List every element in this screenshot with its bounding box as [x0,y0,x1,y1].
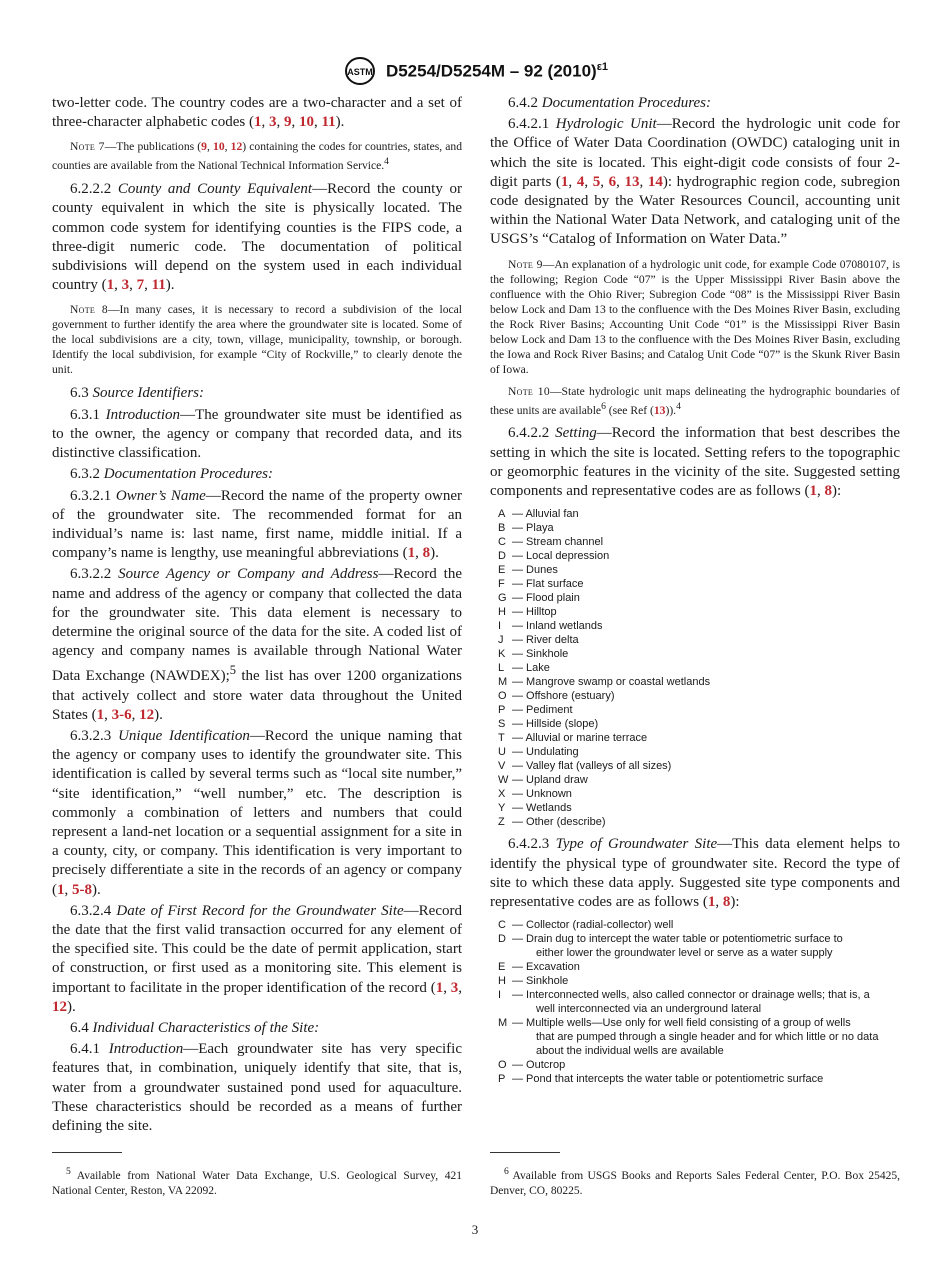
footnote-mark: 5 [66,1166,71,1177]
section-6-4-2-1 [490,115,900,249]
reference-link[interactable]: 1 [57,881,65,898]
code-description-line: — Excavation [512,961,580,974]
footnote-5 [52,1164,462,1199]
code-description: — Wetlands [512,802,572,815]
code-description-continuation: either lower the groundwater level or serve as a water supply [536,947,833,960]
code-list-item [498,703,900,717]
code-description [512,960,900,974]
code-list-item [498,675,900,689]
text-run: , [584,173,593,190]
code-description [512,1016,900,1058]
text-run: , [144,277,152,294]
code-letter: T [498,732,505,745]
code-list-item [498,801,900,815]
reference-link[interactable]: 9 [201,140,207,154]
code-list-item [498,619,900,633]
text-run: , [104,706,112,723]
text-run: —An explanation of a hydrologic unit code, for example Code 07080107, is the following; Region Code “07” is the Upper Mississippi River Basin above the confluence with the Ohio River; Subregion Code “08” is the Mississippi River Basin below Lock and Dam 13 to the confluence with the Des Moines River Basin, excluding the Rock River Basins; Accounting Unit Code “01” is the Mississippi River Basin below Lock and Dam 13 to the confluence with the Des Moines River Basin, excluding the Iowa and Rock River Basins; and Catalog Unit Code “07” is the Skunk River Basin of Iowa. [490,257,900,376]
code-list-item [498,731,900,745]
code-list-item [498,918,900,932]
text-run: , [313,114,322,131]
paragraph [52,94,462,132]
code-list-item [498,535,900,549]
section-title: Source Agency or Company and Address [118,566,379,583]
code-description [512,932,900,960]
code-letter: E [498,961,506,974]
code-description-continuation: that are pumped through a single header and for which little or no data about the individual wells are available [536,1031,879,1058]
reference-link[interactable]: 10 [298,114,314,131]
code-description: — Unknown [512,788,572,801]
reference-link[interactable]: 1 [96,706,105,723]
code-list-item [498,1072,900,1086]
text-run: , [639,173,648,190]
code-letter: H [498,606,506,619]
code-description: — Alluvial fan [512,508,579,521]
code-list-item [498,759,900,773]
code-list-item [498,591,900,605]
section-number: 6.4.1 [70,1041,109,1058]
section-6-4-1 [52,1040,462,1136]
code-letter: L [498,662,505,675]
code-description-line: — Outcrop [512,1059,566,1072]
footnote-mark: 6 [504,1166,509,1177]
reference-link[interactable]: 13 [624,173,640,190]
text-run: , [129,277,137,294]
section-title: County and County Equivalent [117,181,313,198]
code-description: — Alluvial or marine terrace [512,732,648,745]
reference-link[interactable]: 11 [151,277,166,294]
code-description-line: — Interconnected wells, also called connector or drainage wells; that is, a [512,989,870,1002]
text-run: , [715,893,723,910]
code-description [512,1072,900,1086]
text-run: , [276,114,284,131]
section-number: 6.2.2.2 [70,181,118,198]
code-list-item [498,1016,900,1058]
footnote-rule-right [490,1152,560,1153]
section-6-3-2-heading [52,465,462,484]
code-description: — Playa [512,522,554,535]
section-number: 6.3.2.4 [70,902,117,919]
text-run: —The publications ( [104,140,202,154]
section-title: Documentation Procedures: [103,466,274,483]
section-6-4-2-3 [490,835,900,912]
reference-link[interactable]: 10 [213,140,225,154]
section-title: Type of Groundwater Site [555,836,718,853]
footnote-6 [490,1164,900,1199]
text-run: , [600,173,609,190]
code-list-item [498,787,900,801]
code-letter: X [498,788,506,801]
text-run: —Record the unique naming that the agency or company uses to identify the groundwater site. This identification is called by several terms such as “local site number,” “site identification,” “well number,” etc. The description is commonly a combination of letters and numbers that could represent a land-net location or a sequential assignment for a site in a county, city, or company. This identification is very important to precisely differentiate a site in the records of an agency or company ( [52,727,463,898]
text-run: , [114,277,122,294]
reference-link[interactable]: 7 [136,277,145,294]
section-title: Introduction [105,406,181,423]
section-6-4-heading [52,1019,462,1038]
section-title: Date of First Record for the Groundwater Site [116,902,404,919]
code-letter: I [498,989,502,1002]
reference-link[interactable]: 1 [809,483,817,500]
section-number: 6.3.2 [70,466,104,483]
note-label: Note 8 [70,303,108,317]
right-column [490,94,900,1092]
text-run: —The groundwater site must be identified as to the owner, the agency or company that recorded data, and its distinctive classification. [52,406,463,462]
left-column [52,94,462,1138]
astm-logo-icon [342,56,378,86]
text-run: , [64,881,72,898]
section-6-3-2-3 [52,727,462,900]
text-run: two-letter code. The country codes are a two-character and a set of three-character alphabetic codes ( [52,95,462,131]
code-list-item [498,773,900,787]
code-description: — Sinkhole [512,648,569,661]
note-8 [52,302,462,377]
section-title: Individual Characteristics of the Site: [92,1019,320,1036]
text-run: , [616,173,625,190]
section-number: 6.3.2.2 [70,566,119,583]
page-number: 3 [471,1222,479,1237]
reference-link[interactable]: 8 [824,483,832,500]
code-list-item [498,689,900,703]
text-run: , [458,979,462,996]
text-run: , [443,979,451,996]
reference-link[interactable]: 11 [321,114,336,131]
note-label: Note 9 [508,257,543,271]
text-run: ). [67,998,76,1015]
code-letter: Z [498,816,505,829]
footnote-text: Available from National Water Data Exchange, U.S. Geological Survey, 421 National Center, Reston, VA 22092. [52,1169,462,1197]
code-list-item [498,932,900,960]
text-run: —Record the information that best describes the setting in which the site is located. Setting refers to the topographic or geomorphic features in the vicinity of the site. Suggested setting components and representative codes are as follows ( [490,425,901,500]
code-description: — Lake [512,662,550,675]
text-run: , [415,545,423,562]
code-letter: P [498,704,506,717]
text-run: ) containing the codes for countries, states, and counties are available from the National Technical Information Service. [52,140,463,173]
footnote-text: Available from USGS Books and Reports Sales Federal Center, P.O. Box 25425, Denver, CO, 80225. [490,1169,900,1197]
reference-link[interactable]: 1 [435,979,444,996]
reference-link[interactable]: 3 [268,114,277,131]
section-title: Documentation Procedures: [541,95,712,111]
code-description-line: — Sinkhole [512,975,569,988]
code-letter: I [498,620,502,633]
text-run: —State hydrologic unit maps delineating the hydrographic boundaries of these units are available [490,384,900,417]
code-list-item [498,988,900,1016]
reference-link[interactable]: 5-8 [72,881,92,898]
code-list-item [498,815,900,829]
text-run: ). [154,706,163,723]
code-letter: O [498,690,507,703]
section-number: 6.4.2.2 [508,425,556,442]
note-label: Note 10 [508,384,550,398]
code-list-item [498,745,900,759]
text-run: , [261,114,269,131]
section-6-4-2-2 [490,424,900,501]
code-description: — Inland wetlands [512,620,603,633]
code-list-item [498,521,900,535]
code-description: — Stream channel [512,536,604,549]
code-description: — Flat surface [512,578,584,591]
code-letter: D [498,550,506,563]
text-run: —In many cases, it is necessary to record a subdivision of the local government to further identify the area where the groundwater site is located. Some of the local subdivisions are a city, town, village, municipality, township, or borough. Identify the local subdivision, for example “City of Rockville,” to clearly denote the unit. [52,303,463,377]
text-run: )). [665,403,677,417]
reference-link[interactable]: 1 [106,277,115,294]
reference-link[interactable]: 1 [707,893,716,910]
footnote-mark: 4 [384,156,389,168]
code-letter: C [498,919,506,932]
section-title: Unique Identification [118,727,250,744]
code-description [512,1058,900,1072]
code-letter: M [498,676,508,689]
code-letter: A [498,508,506,521]
code-letter: W [498,774,509,787]
note-9 [490,257,900,377]
section-6-4-2-heading [490,94,900,113]
text-run: ). [92,881,101,898]
section-6-3-2-1 [52,487,462,564]
code-description: — Local depression [512,550,610,563]
text-run: —This data element helps to identify the physical type of groundwater site. Record the type of site to which these data apply. Suggested site type components and representative codes are as follows ( [490,836,900,910]
code-list-item [498,549,900,563]
text-run: ): [831,483,842,500]
code-description: — Undulating [512,746,579,759]
code-description-line: — Multiple wells—Use only for well field consisting of a group of wells [512,1017,851,1030]
code-list-item [498,563,900,577]
section-6-3-heading [52,384,462,403]
code-description [512,974,900,988]
logo-text: ASTM [347,67,373,77]
section-number: 6.3.1 [70,406,106,423]
section-title: Introduction [108,1041,184,1058]
section-6-2-2-2 [52,180,462,295]
section-title: Source Identifiers: [92,385,204,402]
code-letter: E [498,564,506,577]
note-label: Note 7 [70,140,105,154]
text-run: —Record the county or county equivalent in which the site is physically located. The common code system for identifying counties is the FIPS code, a three-digit numeric code. The documentation of political subdivisions will depend on the system used in each individual country ( [52,181,463,294]
note-7 [52,139,462,173]
page-header [0,56,950,91]
footnote-rule-left [52,1152,122,1153]
code-description-continuation: well interconnected via an underground lateral [536,1003,762,1016]
text-run: , [224,140,231,154]
code-description: — Hilltop [512,606,557,619]
text-run: ): [730,893,740,910]
code-description: — Offshore (estuary) [512,690,615,703]
text-run: (see Ref ( [605,403,654,417]
standard-designation: D5254/D5254M – 92 $(2010)^{\varepsilon 1}$ [385,60,609,81]
section-number: 6.4.2.1 [508,116,556,133]
reference-link[interactable]: 1 [560,173,569,190]
text-run: —Record the name and address of the agency or company that collected the data for the groundwater site. This data element is necessary to determine the original source of the data for the site. A coded list of agency and company names is available through National Water Data Exchange (NAWDEX); [52,566,462,685]
code-description-line: — Collector (radial-collector) well [512,919,674,932]
text-run: , [816,483,825,500]
code-description [512,918,900,932]
text-run: , [568,173,577,190]
code-list-item [498,960,900,974]
reference-link[interactable]: 5 [592,173,601,190]
section-title: Setting [555,425,597,442]
footnote-mark: 6 [601,400,606,412]
code-description: — Valley flat (valleys of all sizes) [512,760,672,773]
reference-link[interactable]: 12 [230,140,243,154]
code-letter: H [498,975,506,988]
code-description: — Flood plain [512,592,580,605]
section-title: Hydrologic Unit [555,116,657,133]
section-title: Owner’s Name [115,487,206,504]
code-list-item [498,647,900,661]
site-type-code-list [498,918,900,1086]
code-letter: K [498,648,506,661]
code-list-item [498,974,900,988]
code-letter: J [498,634,504,647]
text-run: —Record the date that the first valid transaction occurred for any element of the specified site. This could be the date of permit application, start of construction, or first used as a monitoring site. This element is important to facilitate in the proper identification of the record ( [52,902,462,996]
text-run: ): hydrographic region code, subregion code designated by the Water Resources Council, accounting unit within the National Water Data Network, and cataloging unit of the USGS’s “Catalog of Information on Water Data.” [490,173,901,248]
code-list-item [498,1058,900,1072]
code-letter: O [498,1059,507,1072]
section-number: 6.4.2.3 [508,836,556,853]
reference-link[interactable]: 4 [576,173,585,190]
code-description: — Dunes [512,564,558,577]
code-description: — Other (describe) [512,816,606,829]
footnote-mark: 5 [229,663,237,678]
code-list-item [498,507,900,521]
reference-link[interactable]: 8 [422,545,431,562]
section-number: 6.3.2.1 [70,487,116,504]
reference-link[interactable]: 12 [52,998,67,1015]
code-description: — Mangrove swamp or coastal wetlands [512,676,711,689]
reference-link[interactable]: 14 [647,173,663,190]
code-description-line: — Drain dug to intercept the water table or potentiometric surface to [512,933,843,946]
reference-link[interactable]: 3 [121,277,130,294]
reference-link[interactable]: 12 [139,706,155,723]
code-letter: D [498,933,506,946]
code-letter: V [498,760,506,773]
text-run: ). [165,277,175,294]
code-letter: B [498,522,506,535]
code-letter: S [498,718,506,731]
section-number: 6.3 [70,385,93,402]
reference-link[interactable]: 3-6 [111,706,132,723]
reference-link[interactable]: 3 [450,979,459,996]
setting-code-list [498,507,900,829]
text-run: , [206,140,214,154]
code-letter: C [498,536,506,549]
code-description: — Upland draw [512,774,588,787]
text-run: ). [430,545,439,562]
code-list-item [498,605,900,619]
text-run: ). [335,114,345,131]
code-letter: P [498,1073,506,1086]
text-run: , [131,706,140,723]
text-run: the list has over 1200 organizations that actively collect and store water data throughout the United States ( [52,668,462,723]
text-run: , [291,114,299,131]
section-6-3-2-2 [52,565,462,725]
note-10 [490,384,900,418]
reference-link[interactable]: 1 [253,114,262,131]
reference-link[interactable]: 9 [283,114,292,131]
code-letter: G [498,592,507,605]
reference-link[interactable]: 13 [653,403,666,417]
text-run: —Record the hydrologic unit code for the Office of Water Data Coordination (OWDC) cataloging unit in which the site is located. This eight-digit code consists of four 2-digit parts ( [490,116,900,190]
text-run: —Each groundwater site has very specific features that, in combination, uniquely identify that site, that is, water from a groundwater sustained pond used for aquaculture. These characteristics should be recorded as a means of further defining the site. [52,1041,463,1134]
code-description [512,988,900,1016]
code-description: — River delta [512,634,579,647]
code-letter: U [498,746,506,759]
code-letter: M [498,1017,508,1030]
code-description: — Hillside (slope) [512,718,599,731]
code-list-item [498,577,900,591]
text-run: —Record the name of the property owner of the groundwater site. The recommended format for an individual’s name is: last name, first name, middle initial. If a company’s name is lengthy, use meaningful abbreviations ( [52,487,462,562]
section-number: 6.4.2 [508,95,542,111]
code-description-line: — Pond that intercepts the water table or potentiometric surface [512,1073,824,1086]
code-list-item [498,661,900,675]
section-6-3-1 [52,406,462,464]
section-number: 6.3.2.3 [70,727,119,744]
reference-link[interactable]: 1 [407,545,416,562]
code-letter: Y [498,802,506,815]
code-description: — Pediment [512,704,573,717]
footnote-mark: 4 [676,400,681,412]
reference-link[interactable]: 8 [722,893,731,910]
code-list-item [498,633,900,647]
reference-link[interactable]: 6 [608,173,617,190]
code-letter: F [498,578,505,591]
section-number: 6.4 [70,1019,93,1036]
section-6-3-2-4 [52,902,462,1017]
code-list-item [498,717,900,731]
